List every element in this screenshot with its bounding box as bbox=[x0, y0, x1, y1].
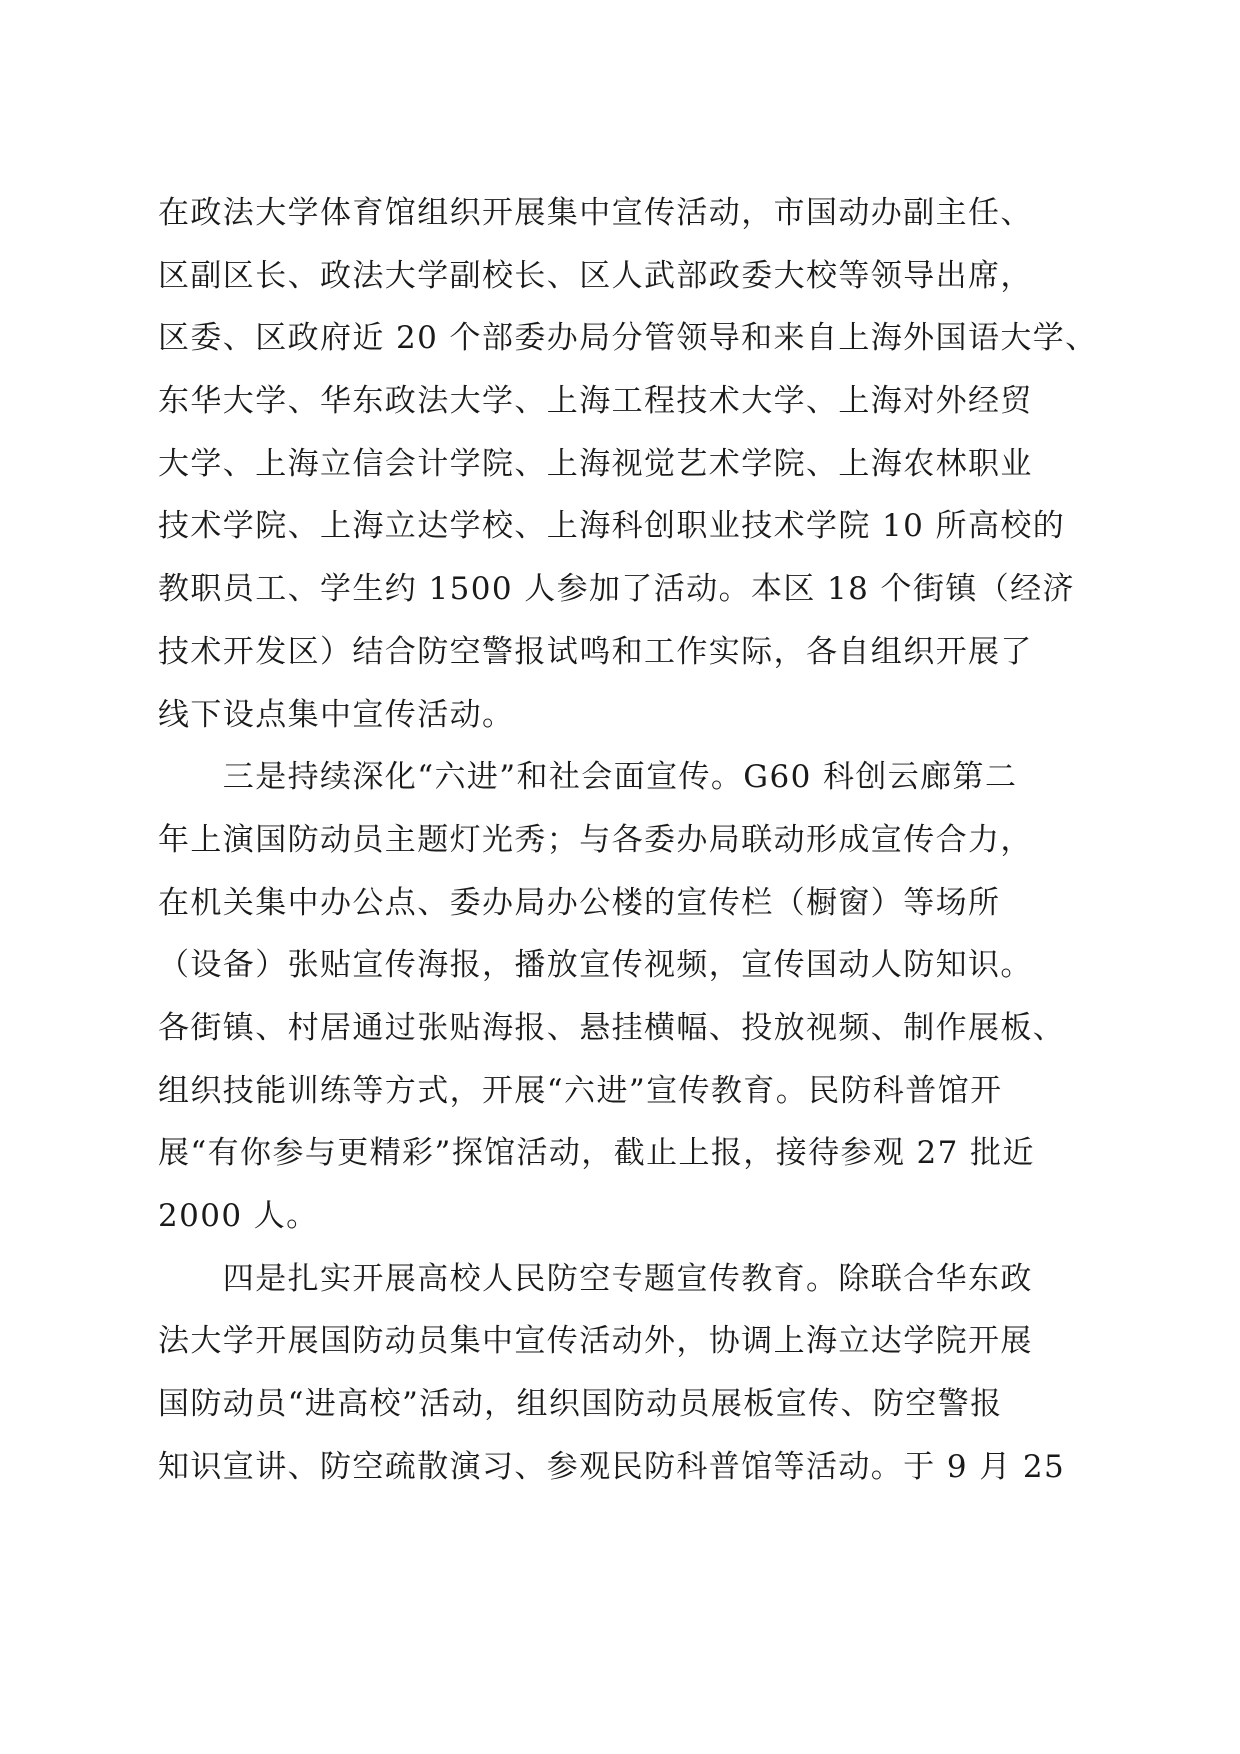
text-line: 技术学院、上海立达学校、上海科创职业技术学院 10 所高校的 bbox=[158, 508, 1066, 545]
text-line: 各街镇、村居通过张贴海报、悬挂横幅、投放视频、制作展板、 bbox=[158, 1009, 1066, 1046]
text-line: 法大学开展国防动员集中宣传活动外，协调上海立达学院开展 bbox=[158, 1323, 1033, 1360]
text-line: 东华大学、华东政法大学、上海工程技术大学、上海对外经贸 bbox=[158, 383, 1033, 420]
text-line: 国防动员“进高校”活动，组织国防动员展板宣传、防空警报 bbox=[158, 1386, 1003, 1423]
body-text bbox=[158, 182, 1098, 1498]
text-line: 大学、上海立信会计学院、上海视觉艺术学院、上海农林职业 bbox=[158, 445, 1033, 482]
text-line: 区委、区政府近 20 个部委办局分管领导和来自上海外国语大学、 bbox=[158, 320, 1098, 357]
text-line: 2000 人。 bbox=[158, 1198, 319, 1234]
text-line: 技术开发区）结合防空警报试鸣和工作实际，各自组织开展了 bbox=[158, 633, 1033, 670]
text-line: 区副区长、政法大学副校长、区人武部政委大校等领导出席， bbox=[158, 257, 1033, 294]
text-line: 在机关集中办公点、委办局办公楼的宣传栏（橱窗）等场所 bbox=[158, 884, 1001, 921]
text-line: 线下设点集中宣传活动。 bbox=[158, 696, 515, 733]
text-line: 知识宣讲、防空疏散演习、参观民防科普馆等活动。于 9 月 25 bbox=[158, 1448, 1066, 1485]
text-line: 教职员工、学生约 1500 人参加了活动。本区 18 个街镇（经济 bbox=[158, 571, 1075, 608]
text-line: 展“有你参与更精彩”探馆活动，截止上报，接待参观 27 批近 bbox=[158, 1135, 1035, 1172]
paragraph-start-line: 三是持续深化“六进”和社会面宣传。G60 科创云廊第二 bbox=[158, 759, 1018, 796]
paragraph-start-line: 四是扎实开展高校人民防空专题宣传教育。除联合华东政 bbox=[158, 1260, 1033, 1297]
text-line: 年上演国防动员主题灯光秀；与各委办局联动形成宣传合力， bbox=[158, 821, 1033, 858]
text-line: （设备）张贴宣传海报，播放宣传视频，宣传国动人防知识。 bbox=[158, 947, 1033, 984]
text-line: 组织技能训练等方式，开展“六进”宣传教育。民防科普馆开 bbox=[158, 1072, 1003, 1109]
text-line: 在政法大学体育馆组织开展集中宣传活动，市国动办副主任、 bbox=[158, 195, 1033, 231]
